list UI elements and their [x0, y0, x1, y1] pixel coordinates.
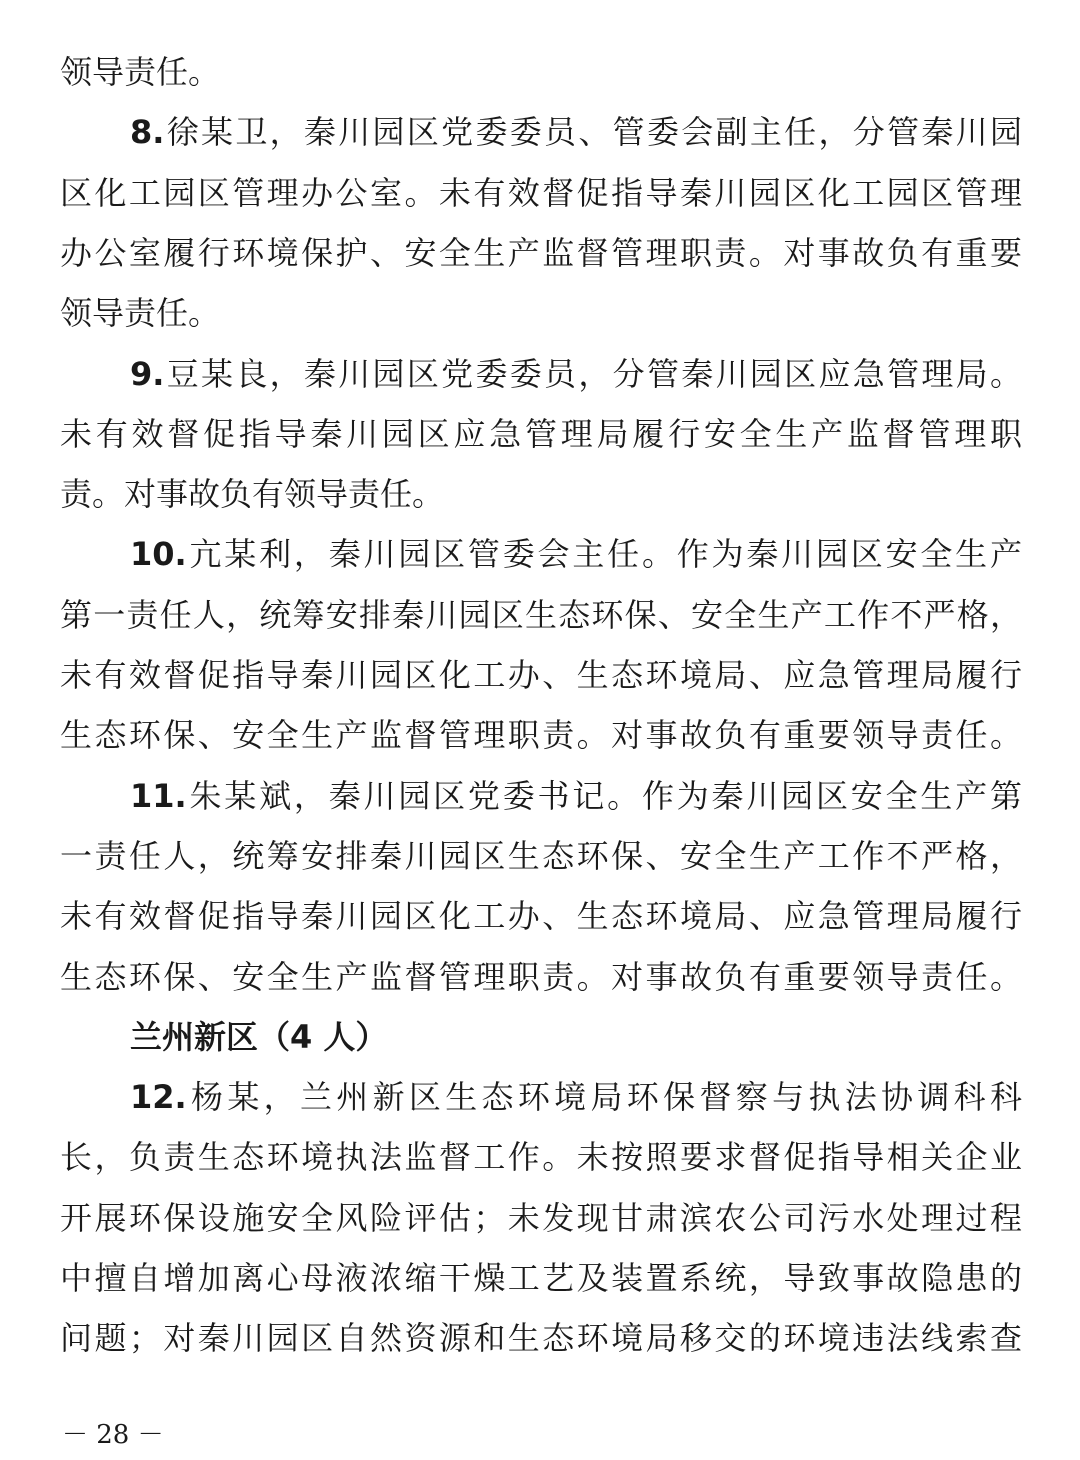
line-text: 未有效督促指导秦川园区应急管理局履行安全生产监督管理职: [60, 414, 1022, 453]
text-line: [130, 354, 1022, 394]
line-text: 责。对事故负有领导责任。: [60, 475, 445, 514]
line-text: 朱某斌，秦川园区党委书记。作为秦川园区安全生产第: [186, 776, 1022, 815]
text-line: [130, 534, 1022, 574]
line-text: 问题；对秦川园区自然资源和生态环境局移交的环境违法线索查: [60, 1319, 1022, 1358]
text-line: [60, 957, 1022, 997]
text-line: [130, 1077, 1022, 1117]
text-line: [60, 836, 1022, 876]
text-line: [130, 112, 1022, 152]
line-text: 区化工园区管理办公室。未有效督促指导秦川园区化工园区管理: [60, 173, 1022, 212]
line-text: 未有效督促指导秦川园区化工办、生态环境局、应急管理局履行: [60, 656, 1022, 694]
text-line: [60, 595, 1022, 635]
text-line: [60, 715, 1022, 755]
line-text: 未有效督促指导秦川园区化工办、生态环境局、应急管理局履行: [60, 897, 1022, 936]
line-text: 中擅自增加离心母液浓缩干燥工艺及装置系统，导致事故隐患的: [60, 1259, 1022, 1297]
section-heading: [130, 1017, 1022, 1057]
text-line: [60, 655, 1022, 695]
line-text: 一责任人，统筹安排秦川园区生态环保、安全生产工作不严格，: [60, 836, 1022, 875]
text-line: [60, 233, 1022, 273]
line-text: 生态环保、安全生产监督管理职责。对事故负有重要领导责任。: [60, 957, 1022, 996]
item-number: 12.: [130, 1078, 187, 1117]
text-line: [130, 776, 1022, 816]
line-text: 徐某卫，秦川园区党委委员、管委会副主任，分管秦川园: [164, 113, 1022, 152]
text-line: [60, 474, 1022, 514]
text-line: [60, 1137, 1022, 1177]
text-line: [60, 414, 1022, 454]
text-line: [60, 1258, 1022, 1298]
item-number: 11.: [130, 776, 187, 815]
text-line: [60, 173, 1022, 213]
text-line: [60, 293, 1022, 333]
text-line: [60, 896, 1022, 936]
heading-text: 兰州新区（4 人）: [130, 1017, 388, 1056]
line-text: 生态环保、安全生产监督管理职责。对事故负有重要领导责任。: [60, 716, 1022, 755]
page-number: － 28 －: [62, 1420, 164, 1450]
line-text: 领导责任。: [60, 294, 221, 333]
item-number: 10.: [130, 535, 187, 574]
item-number: 9.: [130, 354, 165, 393]
text-line: [60, 1318, 1022, 1358]
line-text: 开展环保设施安全风险评估；未发现甘肃滨农公司污水处理过程: [60, 1198, 1022, 1237]
text-line: [60, 1198, 1022, 1238]
line-text: 豆某良，秦川园区党委委员，分管秦川园区应急管理局。: [164, 354, 1022, 393]
line-text: 杨某，兰州新区生态环境局环保督察与执法协调科科: [186, 1078, 1022, 1117]
line-text: 长，负责生态环境执法监督工作。未按照要求督促指导相关企业: [60, 1138, 1022, 1177]
text-line: [60, 52, 1022, 92]
line-text: 办公室履行环境保护、安全生产监督管理职责。对事故负有重要: [60, 233, 1022, 272]
line-text: 亢某利，秦川园区管委会主任。作为秦川园区安全生产: [186, 535, 1022, 574]
line-text: 第一责任人，统筹安排秦川园区生态环保、安全生产工作不严格，: [60, 595, 1022, 634]
line-text: 领导责任。: [60, 53, 221, 91]
item-number: 8.: [130, 113, 165, 152]
